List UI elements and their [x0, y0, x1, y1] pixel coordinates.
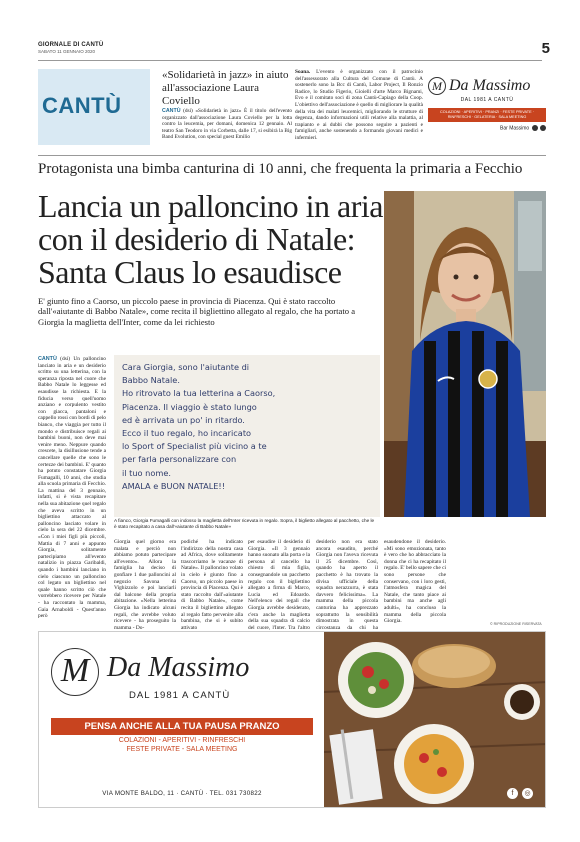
- brief-kicker: CANTÙ: [162, 108, 181, 114]
- brief-text-b: L'evento è organizzato con il patrocinio dell'assessorato alla Cultura del Comune di Cantù. A sostenerlo sono la Bcc di Cantù, Labor Project, Il Ronzio Radice, lo Studio Figerio, Gioielli d'arte Marco Bignami, Evo e il comitato soci di zona Cantù-Capiago della Coop. L'obiettivo dell'associazione è quello di migliorare la qualità della vita dei malati leucemici, migliorando le strutture di degenza, dando informazioni utili relative alla malattia, al trapianto e ai dubbi che possono seguire a pazienti e famigliari, anche sostenendo a formando giovani medici e infermieri.: [295, 69, 423, 141]
- copyright-notice: © RIPRODUZIONE RISERVATA: [490, 622, 542, 626]
- handwritten-note: [114, 355, 380, 517]
- ad-banner-text: [39, 632, 324, 808]
- facebook-icon[interactable]: [532, 125, 538, 131]
- ad-services-line: FESTE PRIVATE - SALA MEETING: [126, 746, 238, 753]
- article-tag: (dsi): [60, 356, 71, 362]
- article-summary: E' giunto fino a Caorso, un piccolo paese in provincia di Piacenza. Qui è stato raccolto dall'«aiutante di Babbo Natale», come recita il bigliettino allegato al regalo, che ha portato a Giorgia la maglietta dell'Inter, come da lei richiesto: [38, 296, 356, 327]
- masthead: [38, 42, 550, 62]
- note-line: lo Sport of Specialist più vicino a te: [122, 441, 267, 452]
- section-box: [38, 69, 150, 145]
- brief-text-a: «Solidarietà in jazz» È il titolo dell'evento organizzato dall'associazione Laura Coviello per la lotta contro la leucemia, per domani, domenica 12 gennaio. Al teatro San Teodoro in via Corbetta, dalle 17, si esibirà la Big Band Evolution, con special guest Emilio: [162, 108, 292, 141]
- note-line: Piacenza. Il viaggio è stato lungo: [122, 401, 257, 412]
- brief-headline: «Solidarietà in jazz» in aiuto all'associazione Laura Coviello: [162, 69, 289, 107]
- note-line: Babbo Natale.: [122, 375, 180, 386]
- ad-services: [51, 736, 313, 754]
- section-divider: [38, 155, 546, 156]
- girl-photo-illustration: [384, 191, 546, 517]
- brief-tag: (dsi): [183, 108, 193, 114]
- ad-since: DAL 1981 A CANTÙ: [129, 690, 231, 701]
- ad-small-bar-name: Bar Massimo: [500, 125, 530, 132]
- ad-address: VIA MONTE BALDO, 11 · CANTÙ · TEL. 031 730822: [102, 790, 262, 797]
- ad-social: [507, 788, 533, 799]
- article-headline: Lancia un palloncino in aria con il desiderio di Natale: Santa Claus lo esaudisce: [38, 188, 383, 290]
- girl-photo: [384, 191, 546, 517]
- masthead-divider: [38, 60, 542, 61]
- ad-services-line: COLAZIONI - APERITIVI - RINFRESCHI: [118, 737, 246, 744]
- food-illustration: [324, 632, 546, 808]
- note-line: Cara Giorgia, sono l'aiutante di: [122, 362, 250, 372]
- note-text: [122, 361, 275, 493]
- ad-small[interactable]: [428, 69, 546, 153]
- ad-brand-name: Da Massimo: [107, 652, 250, 683]
- ad-banner[interactable]: [38, 631, 546, 808]
- article-column-lead: [38, 356, 106, 620]
- article-lead-text: Un palloncino lanciato in aria e un desiderio scritto su una letterina, con la speranza riposta nel cuore che Babbo Natale lo leggesse ed esaudisse la richiesta. E la fiducia verso quell'uomo anziano e corpulento vestito con giacca, pantaloni e cappello rossi con bordi di pelo bianco, che viaggia per tutto il mondo e distribuisce regali ai bambini buoni, non deve mai venire meno. Neppure quando crescete, la disillusione tende a cancellare quelle che sono le certezze dei bambini. E' quanto ha potuto constatare Giorgia Fumagalli, 10 anni, che studia alla scuola primaria di Fecchio. La mattina del 3 gennaio, infatti, si è vista recapitare nella sua abitazione quel regalo che aveva scritto in un bigliettino attaccato al palloncino lasciato volare in cielo la sera del 22 dicembre. «Con i miei figli più piccoli, Mattia di 7 anni e appunto Giorgia, solitamente partecipiamo all'evento natalizio in piazza Garibaldi, quando i bambini lanciano in cielo ciascuno un palloncino col legato un bigliettino nel quale hanno scritto ciò che vorrebbero ricevere per Natale - ha raccontato la mamma, Gaia Arnaboldi - Quest'anno però: [38, 356, 106, 620]
- article-column: desiderio non era stato ancora esaudito, perché Giorgia non l'aveva ricevuta il 25 dicembre. Così, quando ha aperto il pacchetto è ha trovato la divisa ufficiale della squadra nerazzurra, è stata davvero felicissima». La mamma della piccola canturina ha apprezzato soprattutto la sensibilità dimostrata in questa circostanza da chi ha: [316, 539, 378, 631]
- newspaper-name: GIORNALE DI CANTÙ: [38, 42, 104, 48]
- ad-small-brand: Da Massimo: [449, 77, 531, 94]
- article-column: Giorgia quel giorno era malata e perciò non abbiamo potuto partecipare all'evento». Allora la famiglia ha deciso di gonfiare 1 due palloncini al negozio Savona di Vighizzolo e poi lanciarli dal balcone della propria abitazione. «Nella letterina Giorgia ha indicato alcuni regali, che avrebbe voluto ricevere - ha proseguito la mamma - Do-: [114, 539, 176, 631]
- article-overtitle: Protagonista una bimba canturina di 10 anni, che frequenta la primaria a Fecchio: [38, 161, 523, 177]
- article-column: esaudendone il desiderio. «Mi sono emozionata, tanto è vero che ho abbracciato la donna che ci ha recapitato il regalo. E' bello sapere che ci sono persone che conservano, con i loro gesti, l'atmosfera magica del Natale, che tanto piace ai bambini ma anche agli adulti», ha concluso la mamma della piccola Giorgia.: [384, 539, 446, 625]
- ad-small-social: [428, 125, 546, 131]
- facebook-icon[interactable]: f: [507, 788, 518, 799]
- monogram-logo: M: [51, 648, 99, 696]
- brief-strong: Soana.: [295, 69, 311, 75]
- instagram-icon[interactable]: [540, 125, 546, 131]
- note-line: AMALA e BUON NATALE!!: [122, 480, 225, 491]
- article-kicker: CANTÙ: [38, 356, 57, 362]
- note-line: Ho ritrovato la tua letterina a Caorso,: [122, 388, 276, 399]
- note-line: ed è arrivata un po' in ritardo.: [122, 414, 245, 425]
- food-photo: [324, 632, 546, 808]
- note-line: per farla personalizzare con: [122, 454, 237, 465]
- article-column: per esaudire il desiderio di Giorgia. «Il 3 gennaio hanno suonato alla porta e la persona al cancello ha chiesto di mia figlia, consegnandole un pacchetto regalo con il bigliettino allegato a firma di Marco, Lucia ed Edoardo. Nell'elenco dei regali che Giorgia avrebbe desiderato, c'era anche la maglietta della sua squadra di calcio del cuore, l'Inter. Tra l'altro: [248, 539, 310, 631]
- issue-date: SABATO 11 GENNAIO 2020: [38, 49, 96, 54]
- ad-slogan: PENSA ANCHE ALLA TUA PAUSA PRANZO: [51, 718, 313, 735]
- ad-small-services: COLAZIONI · APERITIVI · PRANZI · FESTE PRIVATE · RINFRESCHI · GELATERIA · SALA MEETING: [428, 108, 546, 122]
- monogram-logo: M: [428, 77, 446, 95]
- instagram-icon[interactable]: ◎: [522, 788, 533, 799]
- note-line: Ecco il tuo regalo, ho incaricato: [122, 428, 252, 439]
- masthead-left: [38, 42, 103, 54]
- page-number: 5: [541, 40, 550, 57]
- brief-body-second: [295, 69, 423, 142]
- ad-small-since: DAL 1981 A CANTÙ: [460, 97, 514, 103]
- brief-body-first: [162, 108, 292, 141]
- photo-caption: A fianco, Giorgia Fumagalli con indosso la maglietta dell'Inter ricevuta in regalo. Sopra, il biglietto allegato al pacchetto, che le è stato recapitato a casa dall'«aiutante di Babbo Natale»: [114, 518, 375, 529]
- note-line: il tuo nome.: [122, 467, 171, 478]
- article-column: podiché ha indicato l'indirizzo della nostra casa ad Africa, dove solitamente trascorriamo le vacanze di Natale». Il palloncino volato in cielo è giunto fino a Caorso, un piccolo paese in provincia di Piacenza. Qui è stato raccolto dall'«aiutante di Babbo Natale», come recita il bigliettino allegato al regalo fatto pervenire alla bambina, che si è subito attivato: [181, 539, 243, 631]
- ad-small-logo: [428, 77, 546, 95]
- section-label: CANTÙ: [42, 93, 122, 118]
